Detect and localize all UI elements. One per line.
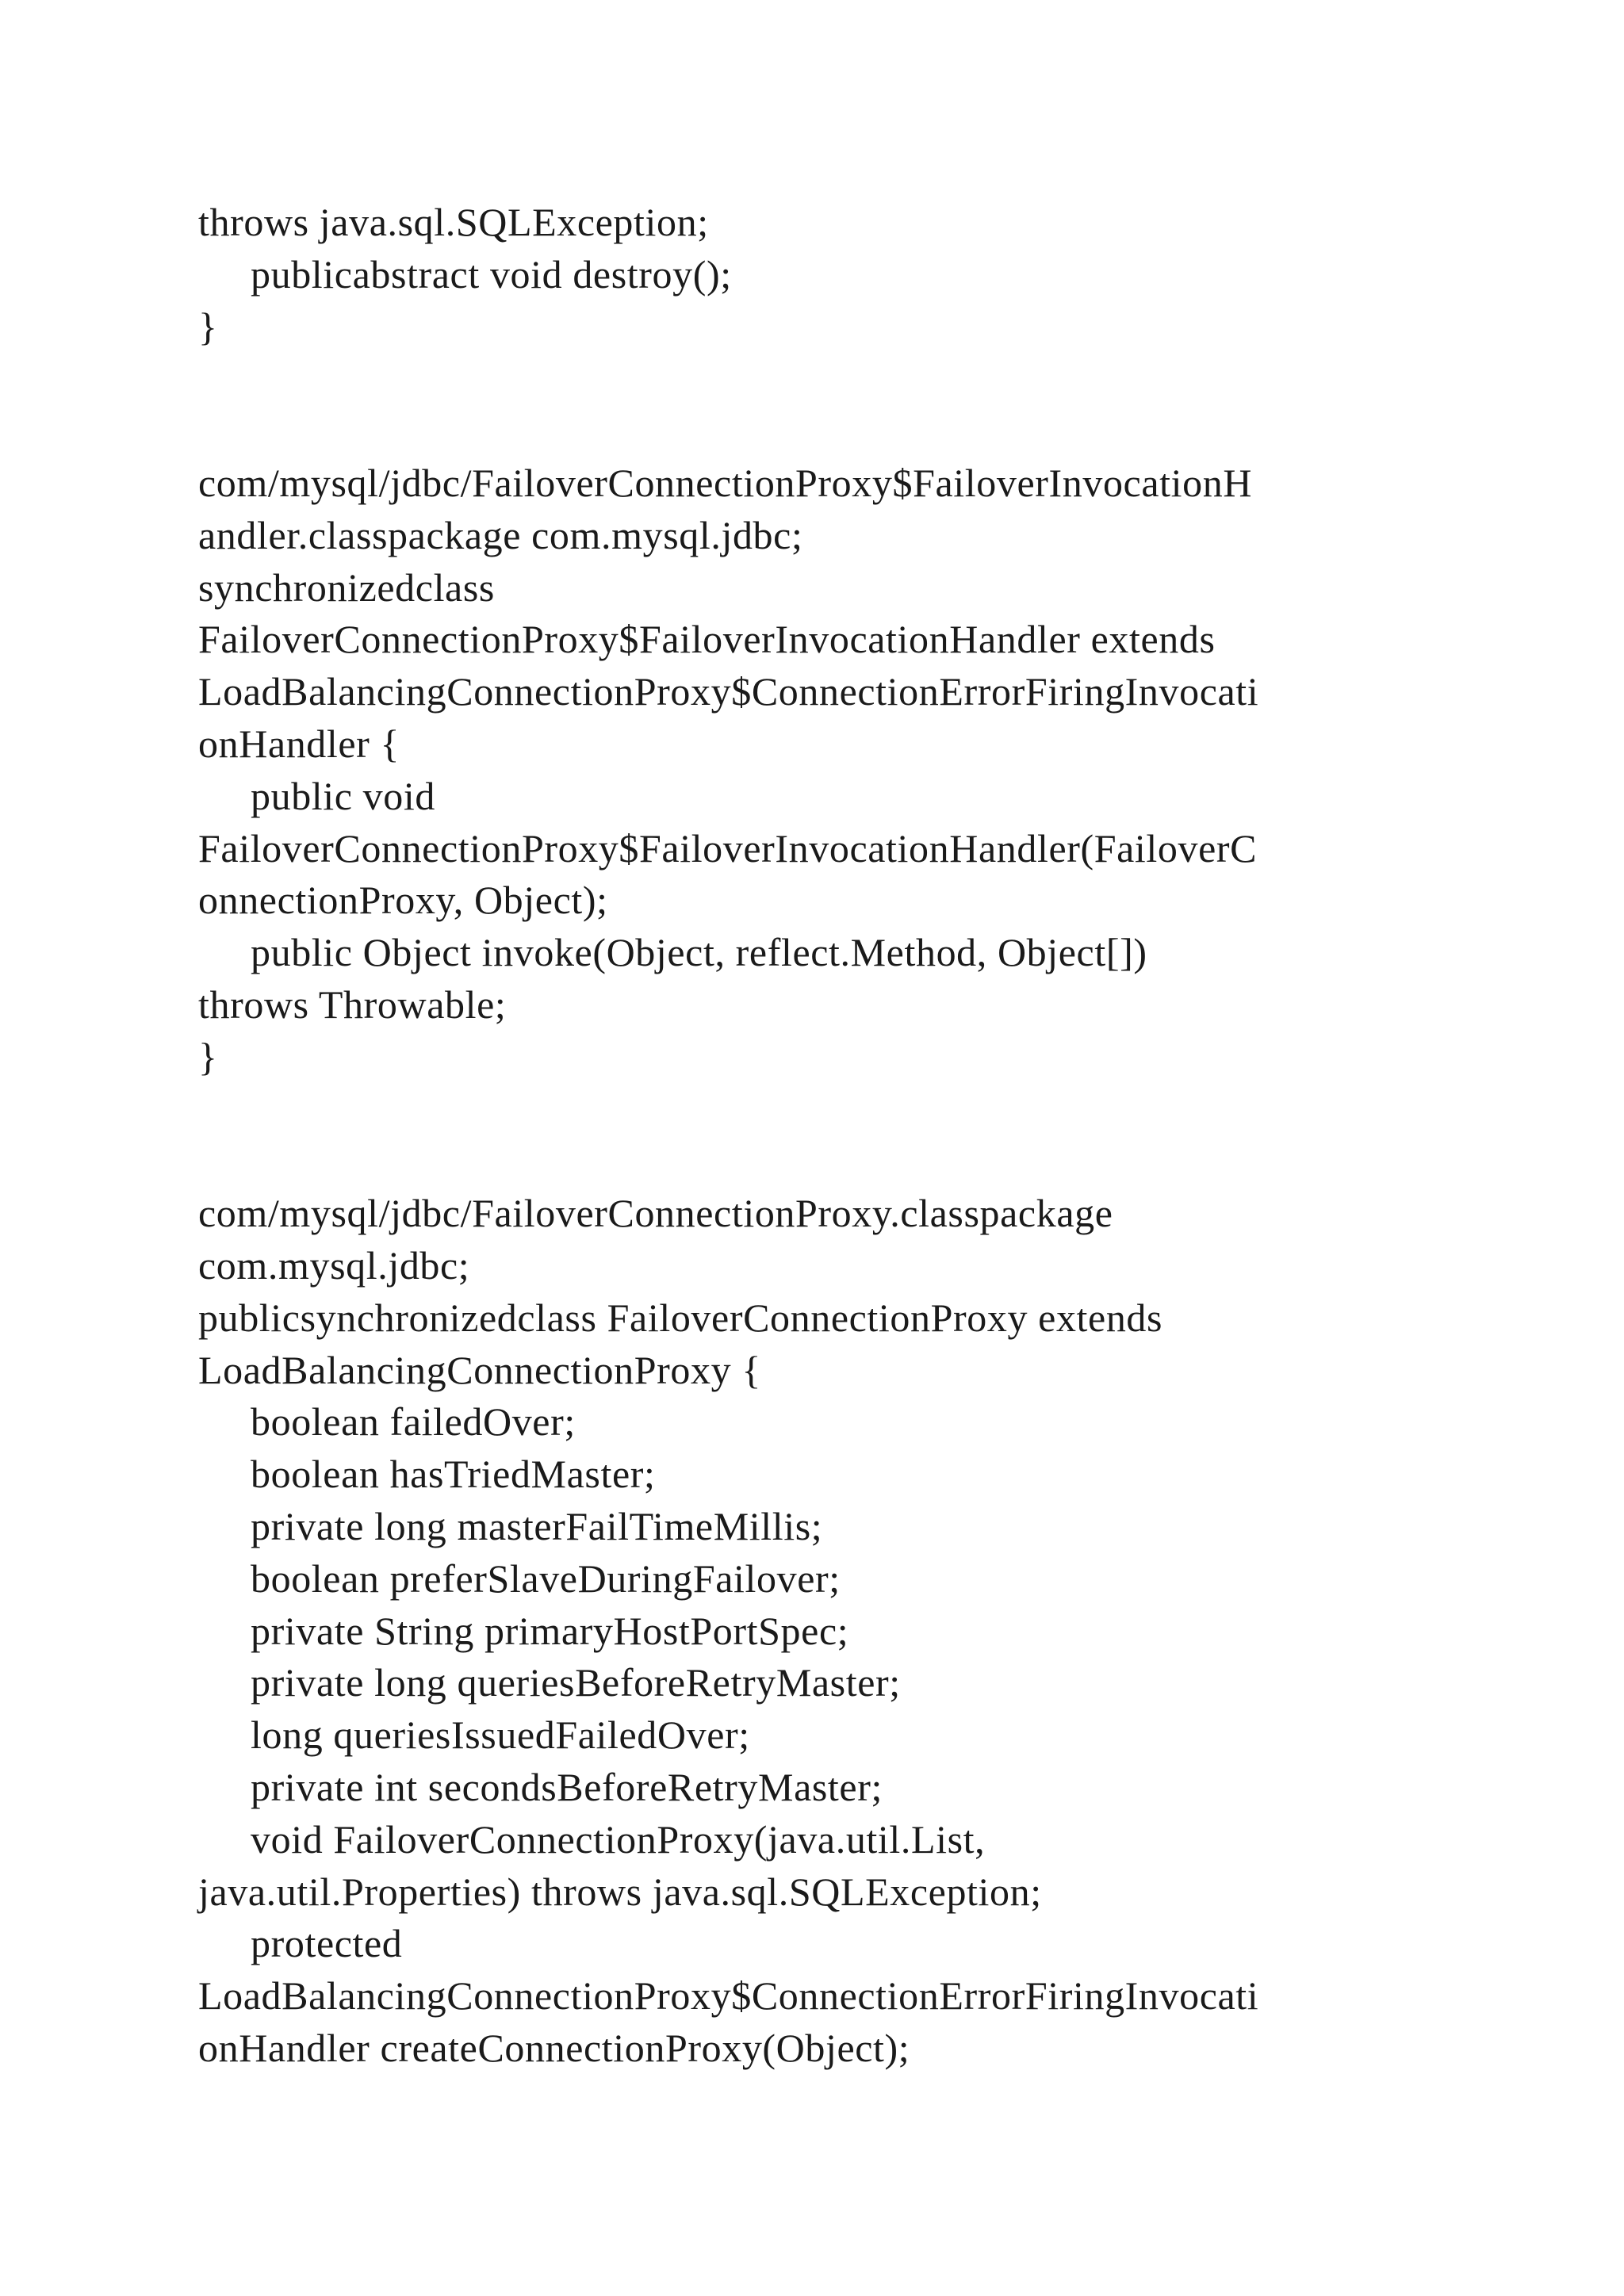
text-line: com/mysql/jdbc/FailoverConnectionProxy.classpackage <box>198 1191 1113 1236</box>
text-line: public Object invoke(Object, reflect.Method, Object[]) <box>251 930 1147 975</box>
text-line: onHandler { <box>198 721 400 766</box>
text-line: LoadBalancingConnectionProxy { <box>198 1347 761 1392</box>
code-text-block <box>198 197 1435 2075</box>
text-line: FailoverConnectionProxy$FailoverInvocationHandler(FailoverC <box>198 825 1258 871</box>
text-line: private long masterFailTimeMillis; <box>251 1503 823 1548</box>
text-line: synchronizedclass <box>198 564 495 610</box>
text-line: publicabstract void destroy(); <box>251 251 732 297</box>
text-line: private long queriesBeforeRetryMaster; <box>251 1660 901 1705</box>
text-line: void FailoverConnectionProxy(java.util.List, <box>251 1816 986 1862</box>
text-line: boolean failedOver; <box>251 1399 576 1445</box>
text-line: throws java.sql.SQLException; <box>198 200 709 244</box>
blank-line <box>198 405 1435 457</box>
text-line: andler.classpackage com.mysql.jdbc; <box>198 512 803 557</box>
text-line: FailoverConnectionProxy$FailoverInvocationHandler extends <box>198 617 1216 662</box>
text-line: LoadBalancingConnectionProxy$ConnectionErrorFiringInvocati <box>198 1973 1259 2019</box>
text-line: LoadBalancingConnectionProxy$ConnectionErrorFiringInvocati <box>198 669 1259 714</box>
text-line: onnectionProxy, Object); <box>198 878 608 923</box>
text-line: } <box>198 1034 218 1079</box>
blank-line <box>198 1135 1435 1188</box>
text-line: } <box>198 304 218 349</box>
text-line: throws Throwable; <box>198 982 507 1027</box>
blank-line <box>198 1084 1435 1136</box>
text-line: com/mysql/jdbc/FailoverConnectionProxy$FailoverInvocationH <box>198 460 1253 505</box>
text-line: private String primaryHostPortSpec; <box>251 1608 849 1653</box>
text-line: protected <box>251 1921 403 1966</box>
text-line: public void <box>251 773 435 818</box>
text-line: boolean preferSlaveDuringFailover; <box>251 1556 841 1601</box>
text-line: com.mysql.jdbc; <box>198 1242 470 1288</box>
text-line: java.util.Properties) throws java.sql.SQLException; <box>198 1869 1042 1914</box>
text-line: onHandler createConnectionProxy(Object); <box>198 2025 910 2070</box>
text-line: boolean hasTriedMaster; <box>251 1452 656 1497</box>
text-line: publicsynchronizedclass FailoverConnectionProxy extends <box>198 1295 1163 1340</box>
text-line: long queriesIssuedFailedOver; <box>251 1712 750 1758</box>
text-line: private int secondsBeforeRetryMaster; <box>251 1764 883 1809</box>
blank-line <box>198 353 1435 405</box>
